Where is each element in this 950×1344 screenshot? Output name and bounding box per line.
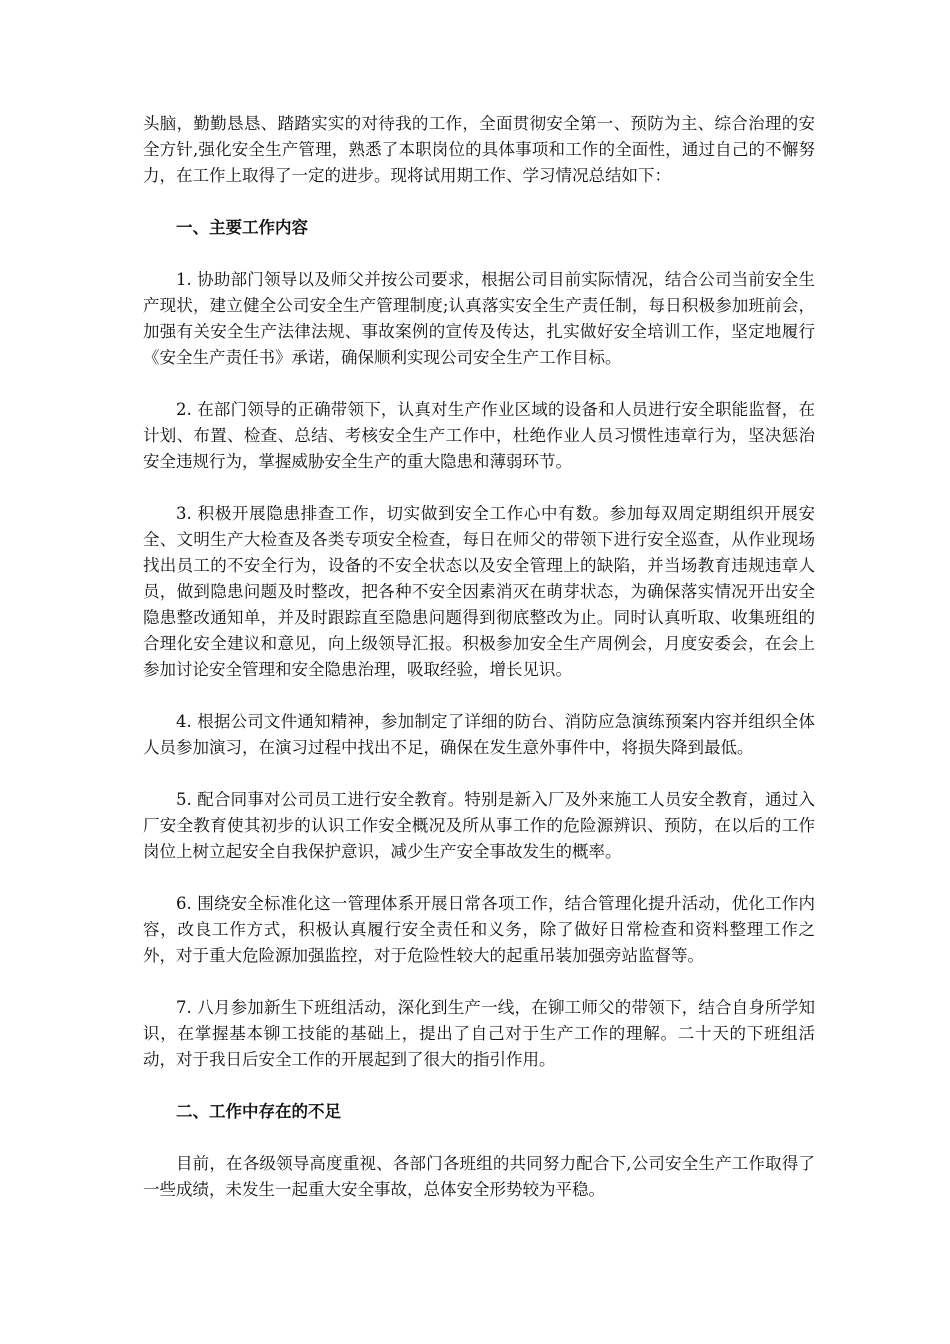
spacer [143, 683, 815, 709]
spacer [143, 865, 815, 891]
spacer [143, 761, 815, 787]
work-item-5: 5. 配合同事对公司员工进行安全教育。特别是新入厂及外来施工人员安全教育，通过入厂安全教育使其初步的认识工作安全概况及所从事工作的危险源辨识、预防，在以后的工作岗位上树立起安全自我保护意识，减少生产安全事故发生的概率。 [143, 790, 815, 861]
intro-paragraph: 头脑，勤勤恳恳、踏踏实实的对待我的工作，全面贯彻安全第一、预防为主、综合治理的安全方针,强化安全生产管理，熟悉了本职岗位的具体事项和工作的全面性，通过自己的不懈努力，在工作上取得了一定的进步。现将试用期工作、学习情况总结如下： [143, 114, 815, 185]
spacer [143, 475, 815, 501]
work-item-7: 7. 八月参加新生下班组活动，深化到生产一线，在铆工师父的带领下，结合自身所学知识，在掌握基本铆工技能的基础上，提出了自己对于生产工作的理解。二十天的下班组活动，对于我日后安全工作的开展起到了很大的指引作用。 [143, 998, 815, 1069]
section-heading-shortcomings: 二、工作中存在的不足 [176, 1102, 341, 1121]
work-item-3: 3. 积极开展隐患排查工作，切实做到安全工作心中有数。参加每双周定期组织开展安全、文明生产大检查及各类专项安全检查，每日在师父的带领下进行安全巡查，从作业现场找出员工的不安全行为，设备的不安全状态以及安全管理上的缺陷，并当场教育违规违章人员，做到隐患问题及时整改，把各种不安全因素消灭在萌芽状态，为确保落实情况开出安全隐患整改通知单，并及时跟踪直至隐患问题得到彻底整改为止。同时认真听取、收集班组的合理化安全建议和意见，向上级领导汇报。积极参加安全生产周例会，月度安委会，在会上参加讨论安全管理和安全隐患治理，吸取经验，增长见识。 [143, 504, 815, 679]
spacer [143, 371, 815, 397]
work-item-4: 4. 根据公司文件通知精神，参加制定了详细的防台、消防应急演练预案内容并组织全体人员参加演习，在演习过程中找出不足，确保在发生意外事件中，将损失降到最低。 [143, 712, 815, 757]
spacer [143, 241, 815, 267]
spacer [143, 1125, 815, 1151]
spacer [143, 189, 815, 215]
work-item-6: 6. 围绕安全标准化这一管理体系开展日常各项工作，结合管理化提升活动，优化工作内容，改良工作方式，积极认真履行安全责任和义务，除了做好日常检查和资料整理工作之外，对于重大危险源加强监控，对于危险性较大的起重吊装加强旁站监督等。 [143, 894, 815, 965]
section-heading-main-work: 一、主要工作内容 [176, 218, 308, 237]
work-item-2: 2. 在部门领导的正确带领下，认真对生产作业区域的设备和人员进行安全职能监督，在计划、布置、检查、总结、考核安全生产工作中，杜绝作业人员习惯性违章行为，坚决惩治安全违规行为，掌握威胁安全生产的重大隐患和薄弱环节。 [143, 400, 815, 471]
spacer [143, 1073, 815, 1099]
closing-paragraph: 目前，在各级领导高度重视、各部门各班组的共同努力配合下,公司安全生产工作取得了一些成绩，未发生一起重大安全事故，总体安全形势较为平稳。 [143, 1154, 815, 1199]
document-body [143, 111, 815, 1203]
spacer [143, 969, 815, 995]
work-item-1: 1. 协助部门领导以及师父并按公司要求，根据公司目前实际情况，结合公司当前安全生产现状，建立健全公司安全生产管理制度;认真落实安全生产责任制，每日积极参加班前会，加强有关安全生产法律法规、事故案例的宣传及传达，扎实做好安全培训工作，坚定地履行《安全生产责任书》承诺，确保顺利实现公司安全生产工作目标。 [143, 270, 815, 367]
